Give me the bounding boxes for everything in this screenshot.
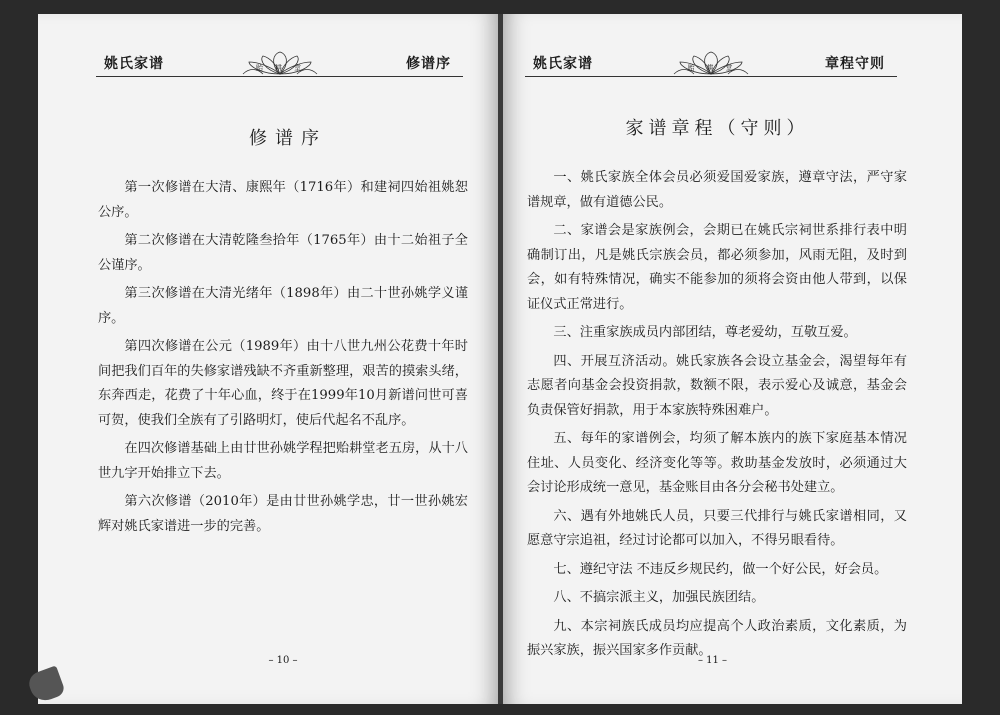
- paragraph: 一、姚氏家族全体会员必须爱国爱家族，遵章守法，严守家谱规章，做有道德公民。: [527, 170, 907, 210]
- paragraph: 五、每年的家谱例会，均须了解本族内的族下家庭基本情况住址、人员变化、经济变化等等。救助基金发放时，必须通过大会讨论形成统一意见，基金账目由各分会秘书处建立。: [527, 431, 907, 495]
- paragraph: 第二次修谱在大清乾隆叁拾年（1765年）由十二始祖子全公谨序。: [98, 233, 468, 273]
- left-running-header: [96, 48, 463, 77]
- header-book-title: 姚氏家谱: [533, 56, 593, 72]
- paragraph: 第六次修谱（2010年）是由廿世孙姚学忠，廿一世孙姚宏辉对姚氏家谱进一步的完善。: [98, 494, 468, 534]
- paragraph: 第三次修谱在大清光绪年（1898年）由二十世孙姚学义谨序。: [98, 286, 468, 326]
- page-title: 家谱章程（守则）: [625, 118, 810, 139]
- page-number: – 11 –: [697, 655, 728, 666]
- emblem-label: 贻耕堂: [687, 64, 745, 72]
- paragraph: 八、不搞宗派主义，加强民族团结。: [553, 590, 765, 605]
- paragraph: 在四次修谱基础上由廿世孙姚学程把贻耕堂老五房，从十八世九字开始排立下去。: [98, 441, 468, 481]
- paragraph: 第一次修谱在大清、康熙年（1716年）和建祠四始祖姚恕公序。: [98, 180, 468, 220]
- page-title: 修谱序: [249, 128, 327, 149]
- paragraph: 二、家谱会是家族例会，会期已在姚氏宗祠世系排行表中明确制订出，凡是姚氏宗族会员，都必须参加，风雨无阻，及时到会，如有特殊情况，确实不能参加的须将会资由他人带到，以保证仪式正常进行。: [527, 223, 907, 312]
- paragraph: 第四次修谱在公元（1989年）由十八世九州公花费十年时间把我们百年的失修家谱残缺不齐重新整理，艰苦的摸索头绪，东奔西走，花费了十年心血，终于在1999年10月新谱问世可喜可贺，使我们全族有了引路明灯，使后代起名不乱序。: [98, 339, 468, 428]
- right-page: [503, 14, 962, 704]
- paragraph: 六、遇有外地姚氏人员，只要三代排行与姚氏家谱相同，又愿意守宗追祖，经过讨论都可以加入，不得另眼看待。: [527, 508, 907, 548]
- page-number: – 10 –: [268, 655, 298, 666]
- header-section-title: 修谱序: [406, 56, 451, 72]
- header-book-title: 姚氏家谱: [104, 56, 164, 72]
- left-page: [38, 14, 498, 704]
- rules-body: [527, 166, 907, 668]
- paragraph: 九、本宗祠族氏成员均应提高个人政治素质，文化素质，为振兴家族，振兴国家多作贡献。: [527, 618, 907, 658]
- paragraph: 七、遵纪守法 不违反乡规民约，做一个好公民，好会员。: [553, 561, 888, 577]
- paragraph: 四、开展互济活动。姚氏家族各会设立基金会，渴望每年有志愿者向基金会投资捐款，数额不限，表示爱心及诚意，基金会负责保管好捐款，用于本家族特殊困难户。: [527, 353, 907, 418]
- preface-body: [98, 176, 468, 543]
- right-running-header: [525, 48, 897, 77]
- header-section-title: 章程守则: [825, 56, 885, 72]
- lotus-emblem: [666, 50, 756, 76]
- paragraph: 三、注重家族成员内部团结，尊老爱幼，互敬互爱。: [553, 325, 857, 340]
- emblem-label: 贻耕堂: [256, 64, 313, 72]
- lotus-emblem: [235, 50, 325, 76]
